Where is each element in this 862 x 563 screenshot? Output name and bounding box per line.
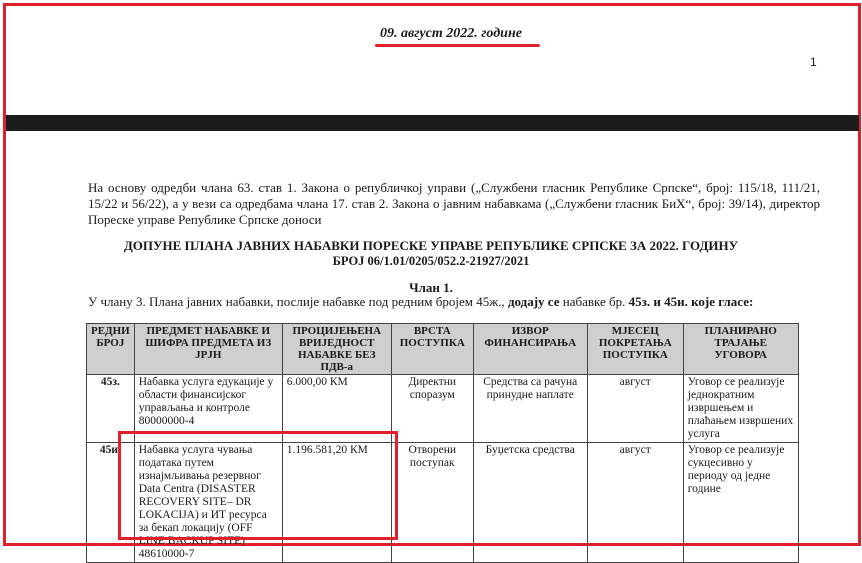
header-value: ПРОЦИЈЕЊЕНА ВРИЈЕДНОСТ НАБАВКЕ БЕЗ ПДВ-а bbox=[282, 324, 391, 375]
cell-duration: Уговор се реализује једнократним извршењем и плаћањем извршених услуга bbox=[683, 375, 798, 443]
cell-value: 1.196.581,20 КМ bbox=[282, 443, 391, 563]
header-duration: ПЛАНИРАНО ТРАЈАЊЕ УГОВОРА bbox=[683, 324, 798, 375]
cell-value: 6.000,00 КМ bbox=[282, 375, 391, 443]
cell-duration: Уговор се реализује сукцесивно у периоду од једне године bbox=[683, 443, 798, 563]
cell-no: 45з. bbox=[87, 375, 135, 443]
article-text-mid: набавке бр. bbox=[562, 294, 626, 309]
page-number: 1 bbox=[810, 55, 817, 69]
cell-no: 45и. bbox=[87, 443, 135, 563]
article-text bbox=[88, 294, 753, 310]
article-text-bold2: 45з. и 45и. које гласе: bbox=[628, 294, 754, 309]
cell-procedure: Отворени поступак bbox=[391, 443, 473, 563]
header-month: МЈЕСЕЦ ПОКРЕТАЊА ПОСТУПКА bbox=[587, 324, 683, 375]
document-date: 09. август 2022. године bbox=[380, 26, 522, 41]
redaction-bar bbox=[6, 115, 859, 131]
cell-procedure: Директни споразум bbox=[391, 375, 473, 443]
cell-funding: Средства са рачуна принудне наплате bbox=[473, 375, 587, 443]
cell-subject: Набавка услуга едукације у области финансијског управљања и контроле 80000000-4 bbox=[134, 375, 282, 443]
date-underline-mark bbox=[375, 44, 540, 47]
highlight-box bbox=[118, 431, 398, 540]
header-funding: ИЗВОР ФИНАНСИРАЊА bbox=[473, 324, 587, 375]
cell-funding: Буџетска средства bbox=[473, 443, 587, 563]
article-text-start: У члану 3. Плана јавних набавки, послије набавке под редним бројем 45ж., bbox=[88, 294, 505, 309]
article-text-bold1: додају се bbox=[507, 294, 560, 309]
cell-month: август bbox=[587, 375, 683, 443]
table-header-row bbox=[87, 324, 799, 375]
document-title: ДОПУНЕ ПЛАНА ЈАВНИХ НАБАВКИ ПОРЕСКЕ УПРАВЕ РЕПУБЛИКЕ СРПСКЕ ЗА 2022. ГОДИНУ bbox=[123, 238, 739, 253]
article-heading: Члан 1. bbox=[409, 280, 453, 295]
header-no: РЕДНИ БРОЈ bbox=[87, 324, 135, 375]
header-procedure: ВРСТА ПОСТУПКА bbox=[391, 324, 473, 375]
cell-month: август bbox=[587, 443, 683, 563]
document-number: БРОЈ 06/1.01/0205/052.2-21927/2021 bbox=[332, 254, 530, 268]
header-subject: ПРЕДМЕТ НАБАВКЕ И ШИФРА ПРЕДМЕТА ИЗ ЈРЈН bbox=[134, 324, 282, 375]
cell-subject: Набавка услуга чувања података путем изнајмљивања резервног Data Centra (DISASTER RECOVERY SITE– DR LOKACIJA) и ИТ ресурса за бекап локацију (OFF LINE BACKUP SITE) 48610000-7 bbox=[134, 443, 282, 563]
intro-paragraph: На основу одредби члана 63. став 1. Закона о републичкој управи („Службени гласник Републике Српске“, број: 115/18, 111/21, 15/22 и 56/22), а у вези са одредбама члана 17. став 2. Закона о јавним набавкама („Службени гласник БиХ“, број: 39/14), директор Пореске управе Републике Српске доноси bbox=[88, 180, 820, 227]
